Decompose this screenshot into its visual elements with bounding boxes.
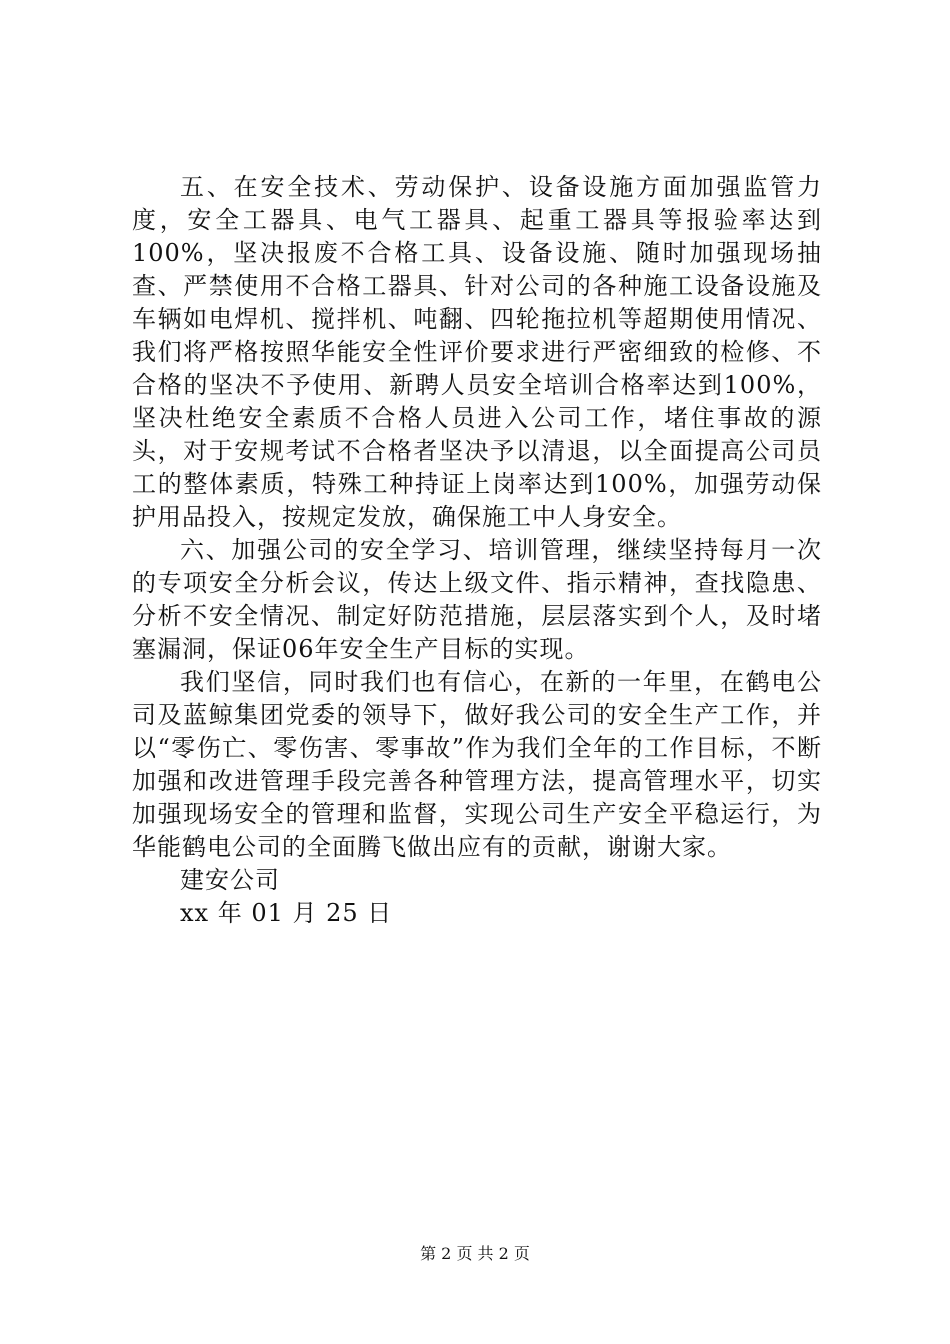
paragraph-safety-equipment: 五、在安全技术、劳动保护、设备设施方面加强监管力度，安全工器具、电气工器具、起重工器具等报验率达到100%，坚决报废不合格工具、设备设施、随时加强现场抽查、严禁使用不合格工器具、针对公司的各种施工设备设施及车辆如电焊机、搅拌机、吨翻、四轮拖拉机等超期使用情况、我们将严格按照华能安全性评价要求进行严密细致的检修、不合格的坚决不予使用、新聘人员安全培训合格率达到100%，坚决杜绝安全素质不合格人员进入公司工作，堵住事故的源头，对于安规考试不合格者坚决予以清退，以全面提高公司员工的整体素质，特殊工种持证上岗率达到100%，加强劳动保护用品投入，按规定发放，确保施工中人身安全。 — [132, 173, 822, 531]
paragraph-safety-training: 六、加强公司的安全学习、培训管理，继续坚持每月一次的专项安全分析会议，传达上级文件、指示精神，查找隐患、分析不安全情况、制定好防范措施，层层落实到个人，及时堵塞漏洞，保证06年安全生产目标的实现。 — [132, 536, 822, 663]
page-footer: 第 2 页 共 2 页 — [420, 1244, 530, 1263]
paragraph-conclusion: 我们坚信，同时我们也有信心，在新的一年里，在鹤电公司及蓝鲸集团党委的领导下，做好我公司的安全生产工作，并以“零伤亡、零伤害、零事故”作为我们全年的工作目标，不断加强和改进管理手段完善各种管理方法，提高管理水平，切实加强现场安全的管理和监督，实现公司生产安全平稳运行，为华能鹤电公司的全面腾飞做出应有的贡献，谢谢大家。 — [132, 668, 822, 861]
signature-date: xx 年 01 月 25 日 — [180, 899, 393, 927]
signature-company: 建安公司 — [180, 866, 280, 894]
document-body — [132, 171, 822, 930]
